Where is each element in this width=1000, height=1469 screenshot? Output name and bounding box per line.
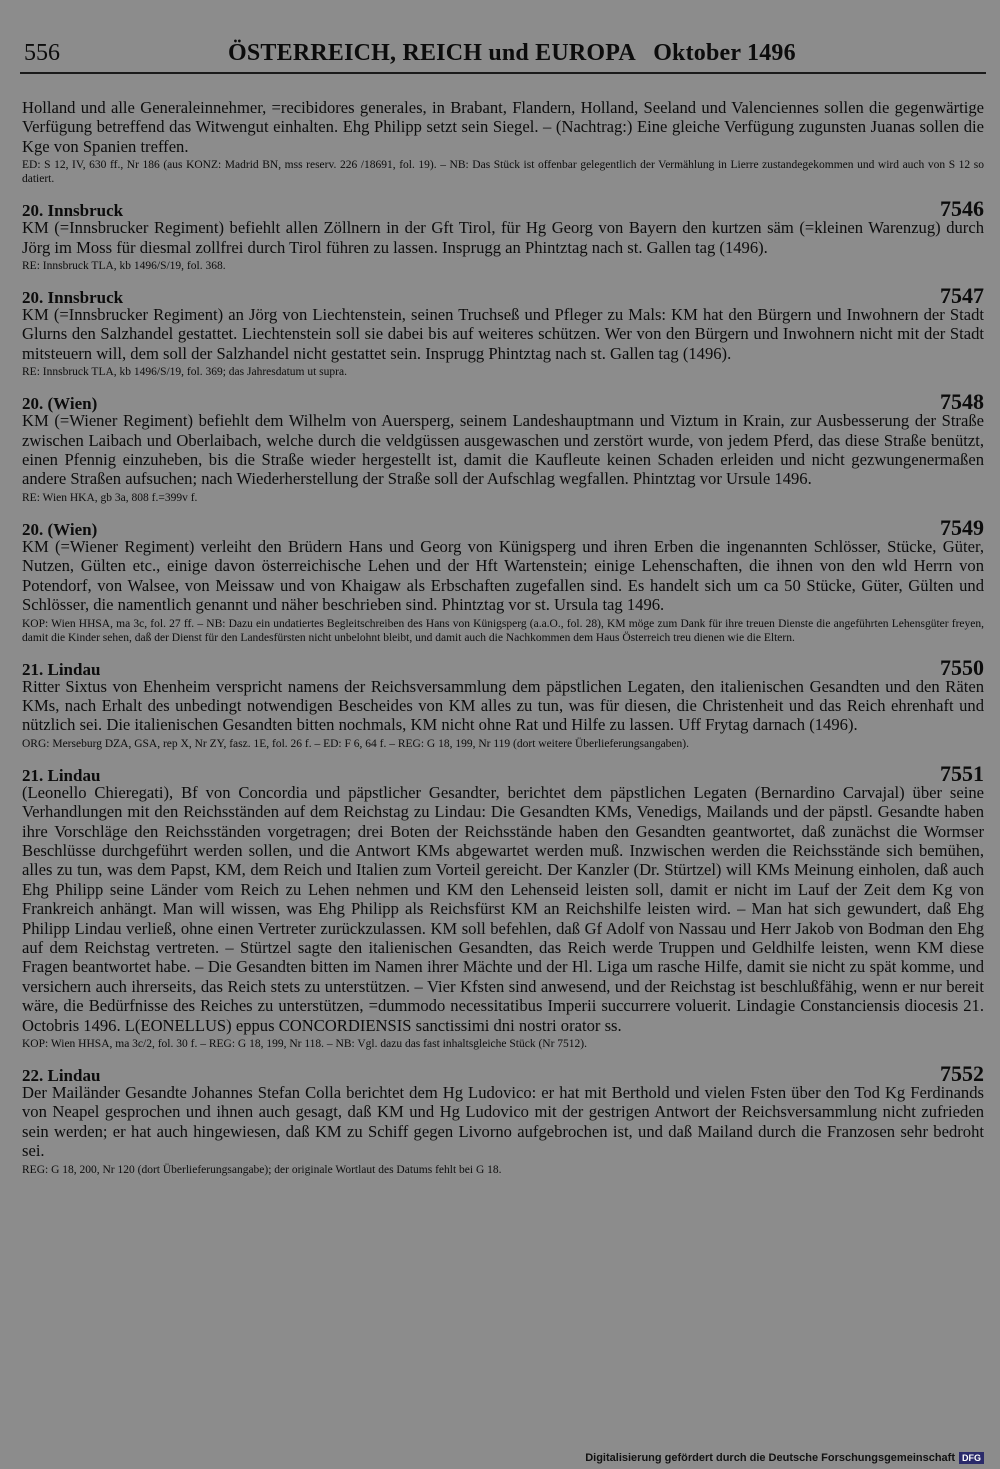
entry-source: RE: Innsbruck TLA, kb 1496/S/19, fol. 368. (22, 260, 226, 273)
entry-heading (22, 283, 984, 309)
entry-text: KM (=Wiener Regiment) verleiht den Brüdern Hans und Georg von Künigsperg und ihren Erben die ingenannten Schlösser, Stücke, Güter, Nutzen, Gülten etc., einige davon österreichische Lehen und der Hft Wartenstein; einige Lehenschaften, die ihnen von den wld Herrn von Potendorf, von Walsee, von Meissaw und von Khaigaw als Erbschaften zugefallen sind. Es handelt sich um ca 50 Stücke, Güter, Gülten und Schlösser, die namentlich genannt und näher beschrieben sind. Phintztag vor st. Ursula tag 1496. (22, 536, 984, 615)
entry-number: 7546 (940, 196, 984, 222)
entry-source: RE: Wien HKA, gb 3a, 808 f.=399v f. (22, 491, 198, 504)
entry-source: ORG: Merseburg DZA, GSA, rep X, Nr ZY, fasz. 1E, fol. 26 f. – ED: F 6, 64 f. – REG: G 18, 199, Nr 119 (dort weitere Überlieferungsangaben). (22, 737, 689, 750)
header-rule (20, 72, 986, 74)
entry-place: 20. (Wien) (22, 394, 98, 414)
entry-heading (22, 1061, 984, 1086)
entry-heading (22, 389, 984, 415)
entry-7552 (22, 1061, 984, 1177)
entry-place: 21. Lindau (22, 765, 101, 785)
entry-number: 7547 (940, 283, 984, 309)
entry-place: 21. Lindau (22, 659, 101, 679)
entry-text: (Leonello Chieregati), Bf von Concordia und päpstlicher Gesandter, berichtet dem päpstlichen Legaten (Bernardino Carvajal) über seine Verhandlungen mit den Reichsständen auf dem Reichstag zu Lindau: Die Gesandten KMs, Venedigs, Mailands und der päpstl. Gesandte haben ihre Vorschläge den Reichsständen vorgetragen; drei Boten der Reichsstände haben den Gesandten geantwortet, daß zunächst die Wormser Beschlüsse durchgeführt werden sollen, und die Antwort KMs abgewartet werden muß. Inzwischen werden die Reichsstände sich bemühen, alles zu tun, was dem Papst, KM, dem Reich und Italien zum Vorteil gereicht. Der Kanzler (Dr. Stürtzel) will KMs Meinung einholen, daß auch Ehg Philipp seine Länder vom Reich zu Lehen nehmen und KM den Lehenseid leisten soll, damit er nicht im Lauf der Zeit dem Kg von Frankreich anhängt. Man will wissen, was Ehg Philipp als Reichsfürst KM an Reichshilfe leisten wird. – Man hat sich gewundert, daß Ehg Philipp Lindau verließ, ohne einen Vertreter zurückzulassen. KM soll befehlen, daß Gf Adolf von Nassau und Herr Jakob von Bodman den Ehg auf dem Reichstag vertreten. – Stürtzel sagte den italienischen Gesandten, das Reich werde Truppen und Geldhilfe leisten, wenn KM diese Fragen beantwortet habe. – Die Gesandten bitten im Namen ihrer Mächte und der Hl. Liga um rasche Hilfe, damit sie nicht zu spät komme, und versichern auch ihrerseits, das Reich stets zu unterstützen. – Vier Kfsten sind anwesend, und der Reichstag ist beschlußfähig, wenn er nur bereit wäre, die Bedürfnisse des Reiches zu unterstützen, =dummodo necessitatibus Imperii succurrere voluerit. Lindagie Constanciensis diocesis 21. Octobris 1496. L(EONELLUS) eppus CONCORDIENSIS sanctissimi dni nostri orator ss. (22, 782, 984, 1035)
entry-text: KM (=Innsbrucker Regiment) befiehlt allen Zöllnern in der Gft Tirol, für Hg Georg von Bayern den kurtzen säm (=kleinen Warenzug) durch Jörg im Moss für diesmal zollfrei durch Tirol führen zu lassen. Insprugg an Phintztag nach st. Gallen tag (1496). (22, 218, 984, 257)
entry-number: 7552 (940, 1061, 984, 1086)
entry-heading (22, 514, 984, 540)
entry-text: KM (=Wiener Regiment) befiehlt dem Wilhelm von Auersperg, seinem Landeshauptmann und Viztum in Krain, zur Ausbesserung der Straße zwischen Laibach und Oberlaibach, welche durch die veldgüssen ausgewaschen und zerstört wurde, von jedem Pferd, das diese Straße benützt, einen Pfennig einzuheben, bis die Straße wieder hergestellt ist, damit die Kaufleute keinen Schaden erleiden und nicht gezwungenermaßen andere Straßen aufsuchen; nach Wiederherstellung der Straße soll der Aufschlag wegfallen. Phintztag vor Ursule 1496. (22, 411, 984, 489)
entry-7550 (22, 655, 984, 751)
entry-number: 7548 (940, 389, 984, 415)
entry-source: KOP: Wien HHSA, ma 3c/2, fol. 30 f. – REG: G 18, 199, Nr 118. – NB: Vgl. dazu das fast inhaltsgleiche Stück (Nr 7512). (22, 1038, 587, 1050)
funding-note: Digitalisierung gefördert durch die Deutsche Forschungsgemeinschaft (585, 1452, 955, 1464)
entry-heading (22, 654, 984, 680)
entry-text: Ritter Sixtus von Ehenheim verspricht namens der Reichsversammlung dem päpstlichen Legaten, den italienischen Gesandten und den Räten KMs, nach Erhalt des unbedingt notwendigen Bescheides von KM alles zu tun, was für diesen, die Christenheit und das Reich ehrenhaft und nützlich sei. Die italienischen Gesandten bitten nochmals, KM nicht ohne Rat und Hilfe zu lassen. Uff Frytag darnach (1496). (22, 676, 984, 735)
entry-number: 7551 (940, 760, 984, 786)
entry-7549 (22, 515, 984, 645)
entry-number: 7549 (940, 514, 984, 540)
entry-source: REG: G 18, 200, Nr 120 (dort Überlieferungsangabe); der originale Wortlaut des Datums fehlt bei G 18. (22, 1163, 502, 1176)
entry-source: RE: Innsbruck TLA, kb 1496/S/19, fol. 369; das Jahresdatum ut supra. (22, 366, 347, 379)
entry-heading (22, 196, 984, 222)
page-number: 556 (24, 40, 60, 66)
entry-7546 (22, 196, 984, 273)
entry-text: KM (=Innsbrucker Regiment) an Jörg von Liechtenstein, seinen Truchseß und Pfleger zu Mals: KM hat den Bürgern und Inwohnern der Stadt Glurns den Salzhandel gestattet. Liechtenstein soll sie dabei bis auf weiteres schützen. Wer von den Bürgern und Inwohnern nicht mit der Stadt mitsteuern will, dem soll der Salzhandel nicht gestattet sein. Insprugg Phintztag nach st. Gallen tag (1496). (22, 305, 984, 363)
entry-heading (22, 760, 984, 786)
entry-place: 22. Lindau (22, 1066, 101, 1085)
lead-text: Holland und alle Generaleinnehmer, =recibidores generales, in Brabant, Flandern, Holland, Seeland und Valenciennes sollen die gegenwärtige Verfügung betreffend das Witwengut einhalten. Ehg Philipp setzt sein Siegel. – (Nachtrag:) Eine gleiche Verfügung zugunsten Juanas sollen die Kge von Spanien treffen. (22, 98, 984, 156)
entry-7547 (22, 283, 984, 379)
entry-text: Der Mailänder Gesandte Johannes Stefan Colla berichtet dem Hg Ludovico: er hat mit Berthold und vielen Fsten über den Tod Kg Ferdinands von Neapel gesprochen und ihnen auch gesagt, daß KM und Hg Ludovico mit der gestrigen Antwort der Reichsversammlung nicht zufrieden sein werden; er hat auch hingewiesen, daß KM zu Schiff gegen Livorno aufgebrochen ist, und daß Mailand durch die Franzosen sehr bedroht sei. (22, 1083, 984, 1161)
entry-7548 (22, 389, 984, 505)
entry-place: 20. Innsbruck (22, 288, 124, 308)
page-header (20, 40, 982, 74)
lead-entry (22, 98, 984, 186)
entry-number: 7550 (940, 654, 984, 680)
entry-7551 (22, 761, 984, 1051)
page-content (22, 98, 984, 1177)
entry-source: KOP: Wien HHSA, ma 3c, fol. 27 ff. – NB: Dazu ein undatiertes Begleitschreiben des Hans von Künigsperg (a.a.O., fol. 28), KM möge zum Dank für ihre treuen Dienste die angeführten Lehensgüter freyen, damit die Kinder sehen, daß der Dienst für den Landesfürsten nicht unbelohnt bleibt, und damit auch die Nachkommen dem Haus Österreich treu dienen wie die Eltern. (22, 617, 984, 644)
lead-source: ED: S 12, IV, 630 ff., Nr 186 (aus KONZ: Madrid BN, mss reserv. 226 /18691, fol. 19). – NB: Das Stück ist offenbar gelegentlich der Vermählung in Lierre zustandegekommen und wird auch von S 12 so datiert. (22, 159, 984, 186)
running-title: ÖSTERREICH, REICH und EUROPA Oktober 1496 (228, 40, 796, 66)
dfg-logo: DFG (959, 1452, 984, 1464)
entry-place: 20. (Wien) (22, 519, 98, 539)
funding-footer (585, 1450, 984, 1466)
entry-place: 20. Innsbruck (22, 201, 124, 221)
